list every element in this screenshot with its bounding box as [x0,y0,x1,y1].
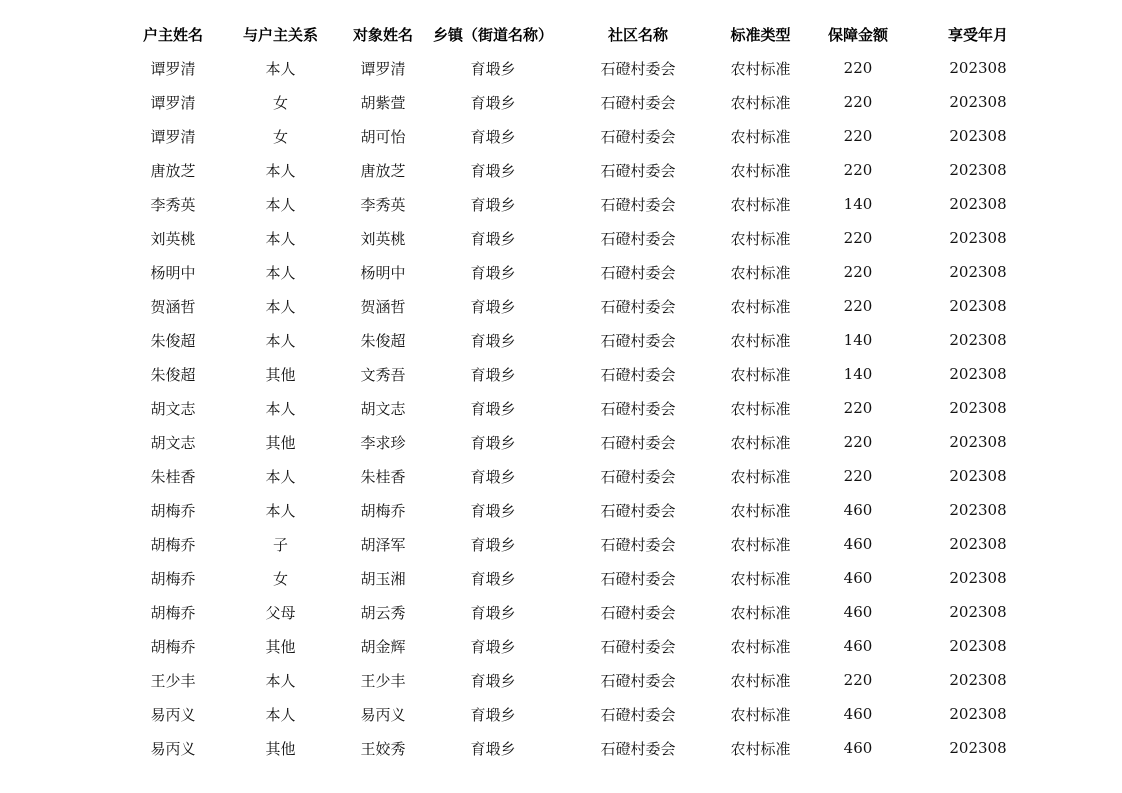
relationship-cell: 本人 [265,501,296,520]
subsidy-amount-cell: 220 [843,671,873,689]
township-cell: 育塅乡 [470,433,516,452]
subsidy-amount-cell: 460 [843,739,873,757]
subsidy-amount-cell: 220 [843,229,873,247]
beneficiary-name-cell: 唐放芝 [360,161,406,180]
table-row [118,85,1038,119]
standard-type-cell: 农村标准 [730,365,791,384]
household-head-cell: 朱桂香 [150,467,196,486]
benefit-month-cell: 202308 [949,195,1007,213]
benefit-month-cell: 202308 [949,467,1007,485]
household-head-cell: 贺涵哲 [150,297,196,316]
benefit-month-cell: 202308 [949,229,1007,247]
standard-type-cell: 农村标准 [730,569,791,588]
household-head-cell: 李秀英 [150,195,196,214]
standard-type-cell: 农村标准 [730,263,791,282]
subsidy-amount-cell: 220 [843,127,873,145]
township-cell: 育塅乡 [470,93,516,112]
table-row [118,697,1038,731]
benefit-month-cell: 202308 [949,399,1007,417]
township-cell: 育塅乡 [470,229,516,248]
beneficiary-name-cell: 胡可怡 [360,127,406,146]
beneficiary-name-cell: 王少丰 [360,671,406,690]
relationship-cell: 女 [272,127,288,146]
standard-type-cell: 农村标准 [730,195,791,214]
relationship-cell: 本人 [265,195,296,214]
standard-type-cell: 农村标准 [730,93,791,112]
subsidy-amount-cell: 140 [843,195,873,213]
township-cell: 育塅乡 [470,59,516,78]
table-row [118,51,1038,85]
relationship-cell: 本人 [265,59,296,78]
subsidy-amount-cell: 140 [843,331,873,349]
subsidy-amount-cell: 220 [843,433,873,451]
benefit-month-cell: 202308 [949,433,1007,451]
household-head-cell: 胡梅乔 [150,603,196,622]
relationship-cell: 其他 [265,433,296,452]
subsidy-amount-cell: 220 [843,59,873,77]
benefit-month-cell: 202308 [949,365,1007,383]
township-cell: 育塅乡 [470,569,516,588]
table-row [118,119,1038,153]
subsidy-amount-cell: 220 [843,399,873,417]
benefit-month-cell: 202308 [949,127,1007,145]
standard-type-cell: 农村标准 [730,535,791,554]
benefit-month-cell: 202308 [949,603,1007,621]
table-row [118,391,1038,425]
township-cell: 育塅乡 [470,399,516,418]
community-cell: 石磴村委会 [600,705,676,724]
township-cell: 育塅乡 [470,297,516,316]
community-cell: 石磴村委会 [600,161,676,180]
header-household-head: 户主姓名 [142,25,203,44]
beneficiary-name-cell: 胡泽军 [360,535,406,554]
document-page [118,17,1038,765]
community-cell: 石磴村委会 [600,195,676,214]
beneficiary-name-cell: 易丙义 [360,705,406,724]
beneficiary-name-cell: 王姣秀 [360,739,406,758]
beneficiary-name-cell: 胡云秀 [360,603,406,622]
benefit-month-cell: 202308 [949,501,1007,519]
beneficiary-name-cell: 胡文志 [360,399,406,418]
table-row [118,255,1038,289]
community-cell: 石磴村委会 [600,535,676,554]
beneficiary-name-cell: 李秀英 [360,195,406,214]
table-row [118,289,1038,323]
beneficiary-name-cell: 文秀吾 [360,365,406,384]
household-head-cell: 杨明中 [150,263,196,282]
community-cell: 石磴村委会 [600,637,676,656]
household-head-cell: 唐放芝 [150,161,196,180]
header-benefit-month: 享受年月 [947,25,1008,44]
beneficiary-name-cell: 谭罗清 [360,59,406,78]
household-head-cell: 朱俊超 [150,365,196,384]
subsidy-amount-cell: 220 [843,263,873,281]
header-township: 乡镇（街道名称） [433,25,553,44]
community-cell: 石磴村委会 [600,331,676,350]
subsidy-amount-cell: 460 [843,705,873,723]
subsidy-amount-cell: 460 [843,603,873,621]
table-row [118,731,1038,765]
standard-type-cell: 农村标准 [730,501,791,520]
community-cell: 石磴村委会 [600,467,676,486]
standard-type-cell: 农村标准 [730,433,791,452]
standard-type-cell: 农村标准 [730,297,791,316]
relationship-cell: 本人 [265,467,296,486]
beneficiary-name-cell: 胡梅乔 [360,501,406,520]
community-cell: 石磴村委会 [600,433,676,452]
table-row [118,561,1038,595]
relationship-cell: 本人 [265,331,296,350]
beneficiary-name-cell: 贺涵哲 [360,297,406,316]
township-cell: 育塅乡 [470,263,516,282]
subsidy-amount-cell: 220 [843,297,873,315]
relationship-cell: 父母 [265,603,296,622]
beneficiary-table [118,17,1038,765]
community-cell: 石磴村委会 [600,263,676,282]
household-head-cell: 朱俊超 [150,331,196,350]
subsidy-amount-cell: 460 [843,501,873,519]
beneficiary-name-cell: 杨明中 [360,263,406,282]
subsidy-amount-cell: 140 [843,365,873,383]
relationship-cell: 本人 [265,297,296,316]
benefit-month-cell: 202308 [949,637,1007,655]
household-head-cell: 刘英桃 [150,229,196,248]
relationship-cell: 本人 [265,671,296,690]
table-row [118,629,1038,663]
community-cell: 石磴村委会 [600,297,676,316]
household-head-cell: 易丙义 [150,705,196,724]
community-cell: 石磴村委会 [600,93,676,112]
relationship-cell: 其他 [265,365,296,384]
household-head-cell: 胡梅乔 [150,535,196,554]
subsidy-amount-cell: 460 [843,637,873,655]
relationship-cell: 本人 [265,229,296,248]
relationship-cell: 其他 [265,739,296,758]
benefit-month-cell: 202308 [949,671,1007,689]
township-cell: 育塅乡 [470,161,516,180]
community-cell: 石磴村委会 [600,365,676,384]
township-cell: 育塅乡 [470,467,516,486]
household-head-cell: 谭罗清 [150,59,196,78]
relationship-cell: 子 [272,535,288,554]
township-cell: 育塅乡 [470,331,516,350]
standard-type-cell: 农村标准 [730,127,791,146]
benefit-month-cell: 202308 [949,331,1007,349]
standard-type-cell: 农村标准 [730,467,791,486]
benefit-month-cell: 202308 [949,705,1007,723]
beneficiary-name-cell: 胡紫萱 [360,93,406,112]
subsidy-amount-cell: 460 [843,569,873,587]
table-row [118,425,1038,459]
header-community: 社区名称 [607,25,668,44]
township-cell: 育塅乡 [470,195,516,214]
benefit-month-cell: 202308 [949,59,1007,77]
table-row [118,187,1038,221]
household-head-cell: 胡梅乔 [150,637,196,656]
benefit-month-cell: 202308 [949,739,1007,757]
beneficiary-name-cell: 李求珍 [360,433,406,452]
benefit-month-cell: 202308 [949,263,1007,281]
subsidy-amount-cell: 460 [843,535,873,553]
header-subsidy-amount: 保障金额 [827,25,888,44]
community-cell: 石磴村委会 [600,603,676,622]
township-cell: 育塅乡 [470,501,516,520]
household-head-cell: 易丙义 [150,739,196,758]
benefit-month-cell: 202308 [949,93,1007,111]
benefit-month-cell: 202308 [949,161,1007,179]
standard-type-cell: 农村标准 [730,671,791,690]
table-row [118,323,1038,357]
community-cell: 石磴村委会 [600,399,676,418]
relationship-cell: 女 [272,93,288,112]
table-row [118,357,1038,391]
table-row [118,221,1038,255]
household-head-cell: 胡梅乔 [150,569,196,588]
benefit-month-cell: 202308 [949,569,1007,587]
community-cell: 石磴村委会 [600,59,676,78]
standard-type-cell: 农村标准 [730,739,791,758]
community-cell: 石磴村委会 [600,501,676,520]
community-cell: 石磴村委会 [600,229,676,248]
household-head-cell: 胡文志 [150,399,196,418]
township-cell: 育塅乡 [470,535,516,554]
household-head-cell: 胡梅乔 [150,501,196,520]
beneficiary-name-cell: 胡玉湘 [360,569,406,588]
benefit-month-cell: 202308 [949,535,1007,553]
township-cell: 育塅乡 [470,127,516,146]
standard-type-cell: 农村标准 [730,705,791,724]
relationship-cell: 其他 [265,637,296,656]
header-beneficiary-name: 对象姓名 [352,25,413,44]
standard-type-cell: 农村标准 [730,637,791,656]
standard-type-cell: 农村标准 [730,331,791,350]
relationship-cell: 女 [272,569,288,588]
subsidy-amount-cell: 220 [843,93,873,111]
household-head-cell: 王少丰 [150,671,196,690]
standard-type-cell: 农村标准 [730,59,791,78]
household-head-cell: 胡文志 [150,433,196,452]
relationship-cell: 本人 [265,263,296,282]
subsidy-amount-cell: 220 [843,161,873,179]
table-row [118,493,1038,527]
township-cell: 育塅乡 [470,365,516,384]
township-cell: 育塅乡 [470,637,516,656]
township-cell: 育塅乡 [470,705,516,724]
community-cell: 石磴村委会 [600,671,676,690]
standard-type-cell: 农村标准 [730,399,791,418]
relationship-cell: 本人 [265,705,296,724]
beneficiary-name-cell: 朱俊超 [360,331,406,350]
beneficiary-name-cell: 刘英桃 [360,229,406,248]
table-header-row [118,17,1038,51]
benefit-month-cell: 202308 [949,297,1007,315]
household-head-cell: 谭罗清 [150,93,196,112]
community-cell: 石磴村委会 [600,127,676,146]
standard-type-cell: 农村标准 [730,229,791,248]
standard-type-cell: 农村标准 [730,161,791,180]
table-row [118,595,1038,629]
beneficiary-name-cell: 胡金辉 [360,637,406,656]
subsidy-amount-cell: 220 [843,467,873,485]
header-standard-type: 标准类型 [730,25,791,44]
township-cell: 育塅乡 [470,671,516,690]
township-cell: 育塅乡 [470,603,516,622]
beneficiary-name-cell: 朱桂香 [360,467,406,486]
header-relationship: 与户主关系 [242,25,318,44]
standard-type-cell: 农村标准 [730,603,791,622]
household-head-cell: 谭罗清 [150,127,196,146]
table-row [118,459,1038,493]
table-row [118,153,1038,187]
township-cell: 育塅乡 [470,739,516,758]
table-row [118,527,1038,561]
table-row [118,663,1038,697]
community-cell: 石磴村委会 [600,569,676,588]
relationship-cell: 本人 [265,161,296,180]
community-cell: 石磴村委会 [600,739,676,758]
relationship-cell: 本人 [265,399,296,418]
